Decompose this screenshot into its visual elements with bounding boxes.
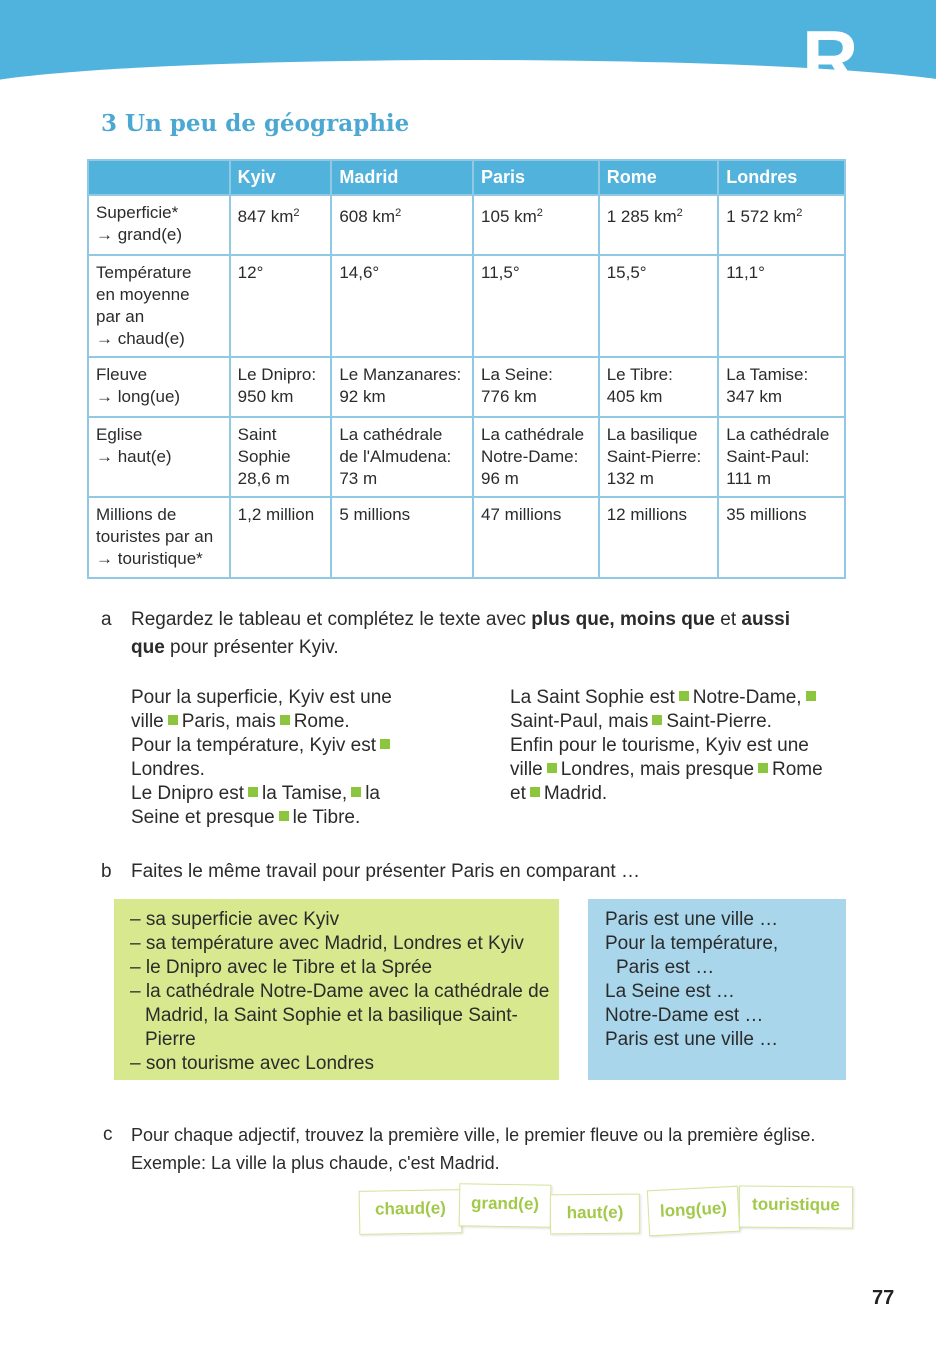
text-line: Pour la température, Kyiv est — [131, 734, 491, 758]
text-line: ville Londres, mais presque Rome — [510, 759, 823, 780]
text-line: Seine et presque le Tibre. — [131, 807, 361, 828]
cell-line: 96 m — [481, 469, 519, 488]
row-label-line: par an — [96, 307, 145, 326]
chapter-letter: R — [802, 14, 859, 102]
unit-superscript: 2 — [293, 207, 300, 219]
row-label-line: Fleuve — [96, 365, 148, 384]
row-label-line: → chaud(e) — [96, 329, 185, 348]
exercise-a-letter: a — [101, 609, 112, 630]
cell-line: Le Tibre: — [606, 365, 673, 384]
table-cell — [230, 417, 332, 497]
section-title — [101, 110, 409, 137]
table-row — [88, 417, 845, 497]
cell-line: La Seine: — [481, 365, 553, 384]
comparison-list-box — [114, 899, 559, 1080]
revisions-label: Révisions — [633, 60, 766, 90]
cell-line: 73 m — [339, 469, 378, 488]
word-card[interactable]: chaud(e) — [359, 1189, 463, 1235]
cell-line: Saint-Pierre: — [606, 447, 702, 466]
blank-marker[interactable] — [280, 715, 290, 725]
table-cell: 5 millions — [331, 497, 473, 578]
sentence-starter: Paris est une ville … — [605, 1029, 779, 1050]
cell-line: Saint — [237, 425, 277, 444]
table-cell — [473, 357, 599, 417]
list-item: – la cathédrale Notre-Dame avec la cathédrale de Madrid, la Saint Sophie et la basilique Saint-Pierre — [130, 981, 550, 1050]
cell-line: La cathédrale — [726, 425, 830, 444]
unit-superscript: 2 — [536, 207, 543, 219]
instruction-bold: plus que, moins que — [531, 609, 715, 630]
sentence-starter: Notre-Dame est … — [605, 1005, 764, 1026]
cell-line: La cathédrale — [481, 425, 585, 444]
table-header-cell: Kyiv — [230, 160, 332, 195]
exercise-a-right-text — [510, 686, 855, 806]
table-header-cell — [88, 160, 230, 195]
text-line: Enfin pour le tourisme, Kyiv est une — [510, 735, 809, 756]
table-cell: 12 millions — [599, 497, 719, 578]
row-label — [88, 255, 230, 357]
exercise-c-instructions — [131, 1121, 911, 1177]
row-label-line: en moyenne — [96, 285, 190, 304]
cell-line: 111 m — [726, 469, 772, 488]
cell-line: 405 km — [606, 387, 663, 406]
cell-line: Sophie — [237, 447, 291, 466]
table-header-cell: Madrid — [331, 160, 473, 195]
row-label-line: → grand(e) — [96, 225, 182, 244]
cell-line: Le Dnipro: — [237, 365, 317, 384]
table-cell — [718, 195, 845, 255]
word-card[interactable]: haut(e) — [550, 1194, 640, 1235]
blank-marker[interactable] — [380, 739, 390, 749]
table-cell — [718, 417, 845, 497]
table-cell — [599, 195, 719, 255]
unit-superscript: 2 — [796, 207, 803, 219]
cell-line: 950 km — [237, 387, 294, 406]
geography-table — [87, 159, 846, 579]
instruction-line: Exemple: La ville la plus chaude, c'est Madrid. — [131, 1153, 500, 1173]
unit-superscript: 2 — [676, 207, 683, 219]
cell-line: 28,6 m — [237, 469, 290, 488]
sentence-starters-box — [588, 899, 846, 1080]
table-cell: 15,5° — [599, 255, 719, 357]
row-label — [88, 357, 230, 417]
page-number: 77 — [872, 1287, 895, 1309]
table-header-cell: Londres — [718, 160, 845, 195]
text-line: Londres. — [131, 759, 205, 780]
row-label-line: Millions de — [96, 505, 177, 524]
table-cell: 35 millions — [718, 497, 845, 578]
table-cell: 47 millions — [473, 497, 599, 578]
table-cell — [599, 357, 719, 417]
cell-value: 105 km — [481, 207, 537, 226]
blank-marker[interactable] — [351, 787, 361, 797]
row-label-line: → touristique* — [96, 549, 203, 568]
text-line: Pour la superficie, Kyiv est une — [131, 687, 392, 708]
exercise-b-instructions: Faites le même travail pour présenter Paris en comparant … — [131, 861, 640, 882]
instruction-bold: aussi — [741, 609, 790, 630]
blank-marker[interactable] — [652, 715, 662, 725]
unit-superscript: 2 — [395, 207, 402, 219]
table-cell — [473, 195, 599, 255]
cell-line: La cathédrale — [339, 425, 443, 444]
word-card[interactable]: touristique — [739, 1186, 853, 1229]
blank-marker[interactable] — [758, 763, 768, 773]
table-cell — [718, 357, 845, 417]
table-cell — [473, 417, 599, 497]
section-title-text: Un peu de géographie — [125, 110, 410, 137]
table-cell: 12° — [230, 255, 332, 357]
list-item: – sa superficie avec Kyiv — [130, 909, 340, 930]
list-item: – le Dnipro avec le Tibre et la Sprée — [130, 957, 433, 978]
table-cell — [331, 357, 473, 417]
exercise-b-letter: b — [101, 861, 112, 882]
table-cell: 1,2 million — [230, 497, 332, 578]
cell-line: La Tamise: — [726, 365, 809, 384]
table-cell — [230, 357, 332, 417]
cell-value: 847 km — [237, 207, 294, 226]
text-line: Le Dnipro est la Tamise, la — [131, 783, 380, 804]
table-cell: 14,6° — [331, 255, 473, 357]
row-label-line: Superficie* — [96, 203, 179, 222]
instruction-text: pour présenter Kyiv. — [164, 637, 339, 658]
cell-line: de l'Almudena: — [339, 447, 452, 466]
text-line: ville Paris, mais Rome. — [131, 711, 350, 732]
cell-line: 347 km — [726, 387, 783, 406]
cell-value: 608 km — [339, 207, 396, 226]
cell-line: La basilique — [606, 425, 698, 444]
sentence-starter: Paris est une ville … — [605, 909, 779, 930]
sentence-starter: Pour la température, — [605, 933, 779, 954]
list-item: – sa température avec Madrid, Londres et Kyiv — [130, 933, 524, 954]
row-label-line: → haut(e) — [96, 447, 172, 466]
cell-line: Notre-Dame: — [481, 447, 579, 466]
sentence-starter: Paris est … — [616, 957, 715, 978]
table-row — [88, 195, 845, 255]
instruction-text: Regardez le tableau et complétez le texte avec — [131, 609, 532, 630]
table-row — [88, 255, 845, 357]
table-header-cell: Paris — [473, 160, 599, 195]
cell-line: 132 m — [606, 469, 654, 488]
cell-value: 1 285 km — [606, 207, 677, 226]
table-cell — [230, 195, 332, 255]
instruction-text: et — [714, 609, 742, 630]
facultatif-label: → facultatif — [398, 57, 491, 76]
blank-marker[interactable] — [530, 787, 540, 797]
cell-value: 1 572 km — [726, 207, 797, 226]
row-label-line: Température — [96, 263, 192, 282]
sentence-starter: La Seine est … — [605, 981, 735, 1002]
blank-marker[interactable] — [279, 811, 289, 821]
exercise-a-left-text — [131, 686, 491, 830]
cell-line: Saint-Paul: — [726, 447, 810, 466]
table-row — [88, 357, 845, 417]
blank-marker[interactable] — [547, 763, 557, 773]
blank-marker[interactable] — [248, 787, 258, 797]
table-cell: 11,1° — [718, 255, 845, 357]
cell-line: Le Manzanares: — [339, 365, 462, 384]
blank-marker[interactable] — [806, 691, 816, 701]
word-card[interactable]: grand(e) — [459, 1183, 552, 1228]
word-card[interactable]: long(ue) — [647, 1186, 740, 1237]
blank-marker[interactable] — [168, 715, 178, 725]
instruction-bold: que — [131, 637, 165, 658]
table-cell — [331, 195, 473, 255]
cell-line: 92 km — [339, 387, 386, 406]
blank-marker[interactable] — [679, 691, 689, 701]
row-label-line: → long(ue) — [96, 387, 181, 406]
exercise-a-instructions — [131, 606, 831, 662]
section-number: 3 — [101, 110, 118, 137]
row-label-line: touristes par an — [96, 527, 214, 546]
text-line: et Madrid. — [510, 783, 608, 804]
table-header-row — [88, 160, 845, 195]
row-label-line: Eglise — [96, 425, 143, 444]
table-cell: 11,5° — [473, 255, 599, 357]
table-row — [88, 497, 845, 578]
table-cell — [331, 417, 473, 497]
table-header-cell: Rome — [599, 160, 719, 195]
text-line: Saint-Paul, mais Saint-Pierre. — [510, 711, 772, 732]
text-line: La Saint Sophie est Notre-Dame, — [510, 686, 855, 710]
row-label — [88, 195, 230, 255]
list-item: – son tourisme avec Londres — [130, 1053, 374, 1074]
row-label — [88, 417, 230, 497]
cell-line: 776 km — [481, 387, 537, 406]
instruction-line: Pour chaque adjectif, trouvez la première ville, le premier fleuve ou la première église. — [131, 1125, 816, 1145]
exercise-c-letter: c — [103, 1124, 113, 1145]
row-label — [88, 497, 230, 578]
table-cell — [599, 417, 719, 497]
